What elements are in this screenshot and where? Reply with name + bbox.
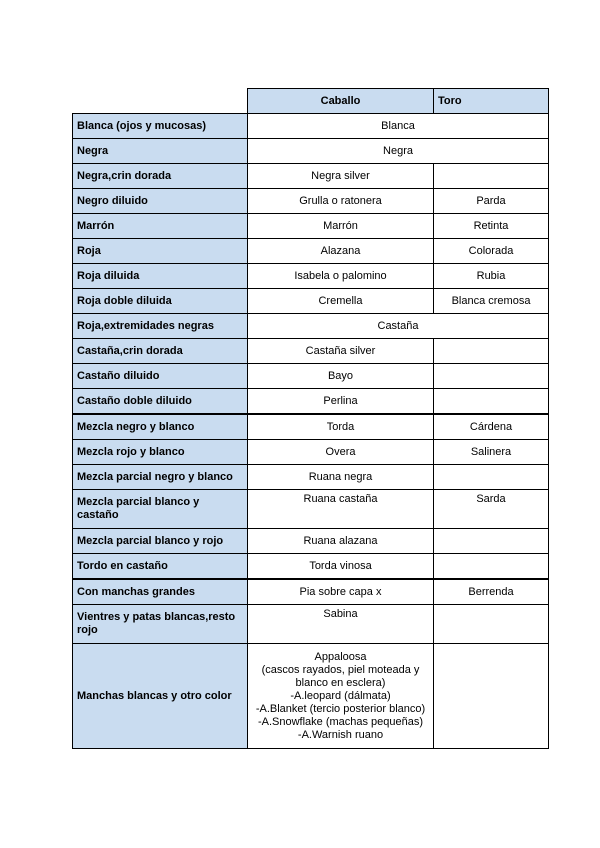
row-label: Manchas blancas y otro color [73, 644, 248, 749]
horse-value: Cremella [248, 289, 434, 314]
table-row [73, 289, 549, 314]
row-label: Mezcla negro y blanco [73, 414, 248, 440]
merged-value: Castaña [248, 314, 549, 339]
table-row [73, 579, 549, 605]
row-label: Roja diluida [73, 264, 248, 289]
coat-color-table [72, 88, 549, 749]
bull-value [434, 164, 549, 189]
horse-value: Overa [248, 440, 434, 465]
row-label: Mezcla rojo y blanco [73, 440, 248, 465]
bull-value [434, 364, 549, 389]
table-row [73, 605, 549, 644]
table-row [73, 644, 549, 749]
bull-value [434, 644, 549, 749]
appaloosa-line: -A.leopard (dálmata) [290, 689, 391, 702]
table-row [73, 189, 549, 214]
table-row [73, 490, 549, 529]
bull-value: Rubia [434, 264, 549, 289]
appaloosa-line: -A.Blanket (tercio posterior blanco) [255, 702, 426, 715]
bull-value: Sarda [434, 490, 549, 529]
bull-value: Blanca cremosa [434, 289, 549, 314]
row-label: Mezcla parcial negro y blanco [73, 465, 248, 490]
horse-value: Ruana alazana [248, 529, 434, 554]
appaloosa-line: Appaloosa [314, 650, 367, 663]
bull-value: Retinta [434, 214, 549, 239]
horse-value: Isabela o palomino [248, 264, 434, 289]
bull-value [434, 389, 549, 415]
appaloosa-line: -A.Warnish ruano [297, 728, 384, 741]
row-label: Mezcla parcial blanco y castaño [73, 490, 248, 529]
table-row [73, 414, 549, 440]
row-label: Vientres y patas blancas,resto rojo [73, 605, 248, 644]
table-row [73, 529, 549, 554]
row-label: Negra [73, 139, 248, 164]
bull-value [434, 605, 549, 644]
table-row [73, 164, 549, 189]
table-row [73, 440, 549, 465]
bull-value [434, 529, 549, 554]
table-row [73, 339, 549, 364]
bull-value: Berrenda [434, 579, 549, 605]
row-label: Castaño diluido [73, 364, 248, 389]
row-label: Tordo en castaño [73, 554, 248, 580]
horse-value: Alazana [248, 239, 434, 264]
table-row [73, 314, 549, 339]
bull-value [434, 465, 549, 490]
horse-value: Grulla o ratonera [248, 189, 434, 214]
header-empty-cell [73, 89, 248, 114]
table-row [73, 389, 549, 415]
bull-value: Cárdena [434, 414, 549, 440]
merged-value: Negra [248, 139, 549, 164]
bull-value: Colorada [434, 239, 549, 264]
horse-value: Negra silver [248, 164, 434, 189]
bull-value [434, 339, 549, 364]
row-label: Roja,extremidades negras [73, 314, 248, 339]
row-label: Castaña,crin dorada [73, 339, 248, 364]
row-label: Castaño doble diluido [73, 389, 248, 415]
merged-value: Blanca [248, 114, 549, 139]
row-label: Marrón [73, 214, 248, 239]
bull-value: Parda [434, 189, 549, 214]
table-row [73, 114, 549, 139]
row-label: Mezcla parcial blanco y rojo [73, 529, 248, 554]
horse-value: Torda vinosa [248, 554, 434, 580]
row-label: Roja [73, 239, 248, 264]
header-row [73, 89, 549, 114]
table-row [73, 214, 549, 239]
horse-value: Castaña silver [248, 339, 434, 364]
horse-value: Ruana castaña [248, 490, 434, 529]
row-label: Blanca (ojos y mucosas) [73, 114, 248, 139]
table-row [73, 364, 549, 389]
horse-value: Perlina [248, 389, 434, 415]
horse-value: Bayo [248, 364, 434, 389]
horse-value: Ruana negra [248, 465, 434, 490]
horse-value: Torda [248, 414, 434, 440]
table-row [73, 554, 549, 580]
table-row [73, 465, 549, 490]
row-label: Negra,crin dorada [73, 164, 248, 189]
bull-value [434, 554, 549, 580]
horse-value: Marrón [248, 214, 434, 239]
table-row [73, 139, 549, 164]
appaloosa-line: -A.Snowflake (machas pequeñas) [257, 715, 424, 728]
appaloosa-line: (cascos rayados, piel moteada y blanco en esclera) [261, 663, 420, 689]
table-row [73, 239, 549, 264]
horse-value: Sabina [248, 605, 434, 644]
horse-value-appaloosa [248, 644, 434, 749]
row-label: Negro diluido [73, 189, 248, 214]
header-horse: Caballo [248, 89, 434, 114]
row-label: Roja doble diluida [73, 289, 248, 314]
bull-value: Salinera [434, 440, 549, 465]
header-bull: Toro [434, 89, 549, 114]
row-label: Con manchas grandes [73, 579, 248, 605]
table-row [73, 264, 549, 289]
horse-value: Pia sobre capa x [248, 579, 434, 605]
